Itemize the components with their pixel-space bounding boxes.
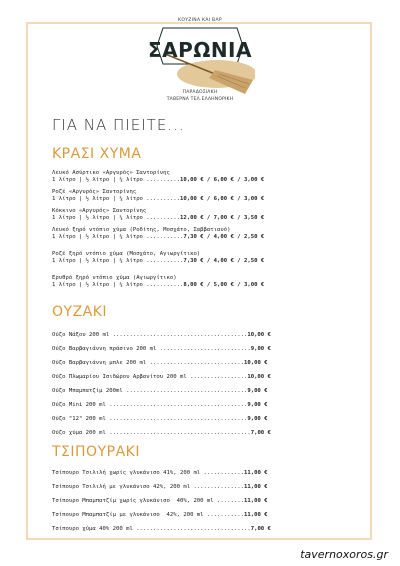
wine-item-price: 10,00 € / 6,00 € / 3,00 € — [179, 177, 265, 183]
wine-item-prices — [52, 196, 264, 203]
tsipouro-item-name: Τσίπουρο Μπαμπατζίμ χωρίς γλυκάνισο 40%, 200 ml ........ — [52, 498, 244, 504]
ouzo-item-name: Ούζο Βαρβαγιάννη μπλε 200 ml ............................ — [52, 360, 244, 366]
ouzo-item — [52, 416, 268, 423]
wine-item-prices — [52, 282, 264, 289]
page-title: ΓΙΑ ΝΑ ΠΙΕΙΤΕ... — [52, 116, 185, 134]
wine-item-prices — [52, 258, 264, 265]
wine-item-name: Λευκό Ασύρτικο «Αργυρός» Σαντορίνης — [52, 170, 170, 176]
tsipouro-item — [52, 498, 268, 505]
wine-item-prices — [52, 177, 264, 184]
wine-item-sizes: 1 λίτρο | ½ λίτρο | ¼ λίτρο .......... — [52, 177, 180, 183]
wine-item-name: Ροζέ «Αργυρός» Σαντορίνης — [52, 189, 137, 195]
ouzo-item-price: 7,00 € — [250, 430, 271, 436]
tsipouro-item-price: 7,00 € — [250, 526, 271, 532]
section-title-tsipouro: ΤΣΙΠΟΥΡΑΚΙ — [52, 444, 140, 460]
ouzo-item-name: Ούζο χύμα 200 ml .......................................... — [52, 430, 251, 436]
wine-item-price: 10,00 € / 6,00 € / 3,00 € — [179, 196, 265, 202]
wine-item-name: Ροζέ ξηρό ντόπιο χύμα (Μοσχάτο, Αγιωργίτικο) — [52, 251, 201, 257]
section-title-wine: ΚΡΑΣΙ ΧΥΜΑ — [52, 146, 142, 162]
ouzo-item-price: 9,00 € — [247, 416, 268, 422]
wine-item-sizes: 1 λίτρο | ½ λίτρο | ¼ λίτρο ........... — [52, 282, 184, 288]
ouzo-item — [52, 360, 268, 367]
logo-subtitle-1: ΠΑΡΑΔΟΣΙΑΚΗ — [182, 90, 218, 95]
ouzo-item-name: Ούζο Νάξου 200 ml ........................................ — [52, 332, 248, 338]
ouzo-item — [52, 402, 268, 409]
wine-item-sizes: 1 λίτρο | ½ λίτρο | ¼ λίτρο .......... — [52, 215, 180, 221]
logo-subtitle-2: ΤΑΒΕΡΝΑ ΤΕΛ.ΕΛΛΗΝΟΡΙΚΗ — [166, 97, 234, 102]
tsipouro-item-name: Τσίπουρο χύμα 40% 200 ml .................................. — [52, 526, 251, 532]
wine-item-name: Κόκκινο «Αργυρός» Σαντορίνης — [52, 208, 147, 214]
tsipouro-item-name: Τσίπουρο Τσιλιλή χωρίς γλυκάνισο 41%, 200 ml ............ — [52, 470, 244, 476]
ouzo-item-price: 9,00 € — [250, 346, 271, 352]
tsipouro-item — [52, 484, 268, 491]
ouzo-item-price: 10,00 € — [247, 374, 271, 380]
ouzo-item-name: Ούζο Βαρβαγιάννη πράσινο 200 ml ........................... — [52, 346, 251, 352]
wine-item-sizes: 1 λίτρο | ½ λίτρο | ¼ λίτρο ........... — [52, 258, 184, 264]
wine-item-price: 7,30 € / 4,00 € / 2,50 € — [183, 234, 265, 240]
tsipouro-item — [52, 470, 268, 477]
wine-item-price: 7,30 € / 4,00 € / 2,50 € — [183, 258, 265, 264]
wine-item-name: Λευκό ξηρό ντόπιο χύμα (Ροδίτης, Μοσχάτο, Σαββατιανό) — [52, 227, 231, 233]
ouzo-item-name: Ούζο Mini 200 ml ......................................... — [52, 402, 248, 408]
restaurant-logo — [145, 4, 255, 112]
ouzo-item — [52, 430, 271, 437]
tsipouro-item-price: 11,00 € — [243, 470, 268, 476]
ouzo-item-name: Ούζο "12" 200 ml ......................................... — [52, 416, 248, 422]
ouzo-item-name: Ούζο Πλωμαρίου Ισιδώρου Αρβανίτου 200 ml ................. — [52, 374, 248, 380]
site-watermark: tavernoxoros.gr — [300, 548, 388, 561]
tsipouro-item-price: 11,00 € — [243, 484, 268, 490]
ouzo-item-name: Ούζο Μπαμπατζίμ 200ml .................................... — [52, 388, 248, 394]
logo-name: ΣΑΡΩΝΙΑ — [148, 38, 252, 62]
ouzo-item — [52, 374, 271, 381]
ouzo-item — [52, 332, 271, 339]
tsipouro-item — [52, 512, 268, 519]
tsipouro-item-price: 11,00 € — [243, 498, 268, 504]
ouzo-item-price: 10,00 € — [247, 332, 271, 338]
wine-item-prices — [52, 234, 264, 241]
wine-item-sizes: 1 λίτρο | ½ λίτρο | ¼ λίτρο ........... — [52, 234, 184, 240]
wine-item-sizes: 1 λίτρο | ½ λίτρο | ¼ λίτρο .......... — [52, 196, 180, 202]
tsipouro-item — [52, 526, 271, 533]
tsipouro-item-name: Τσίπουρο Τσιλιλή με γλυκάνισο 42%, 200 ml ............... — [52, 484, 244, 490]
section-title-ouzo: ΟΥΖΑΚΙ — [52, 304, 108, 320]
tsipouro-item-price: 11,00 € — [243, 512, 268, 518]
ouzo-item-price: 10,00 € — [243, 360, 268, 366]
wine-item-prices — [52, 215, 264, 222]
ouzo-item-price: 9,00 € — [247, 388, 268, 394]
ouzo-item — [52, 346, 271, 353]
wine-item-price: 12,00 € / 7,00 € / 3,50 € — [179, 215, 265, 221]
wine-item-price: 8,00 € / 5,00 € / 3,00 € — [183, 282, 265, 288]
wine-item-name: Ερυθρό ξηρό ντόπιο χύμα (Αγιωργίτικο) — [52, 275, 177, 281]
logo-top-text: ΚΟΥΖΙΝΑ ΚΑΙ ΒΑΡ — [178, 18, 222, 23]
ouzo-item-price: 9,00 € — [247, 402, 268, 408]
ouzo-item — [52, 388, 268, 395]
tsipouro-item-name: Τσίπουρο Μπαμπατζίμ με γλυκάνισο 42%, 200 ml ........... — [52, 512, 244, 518]
